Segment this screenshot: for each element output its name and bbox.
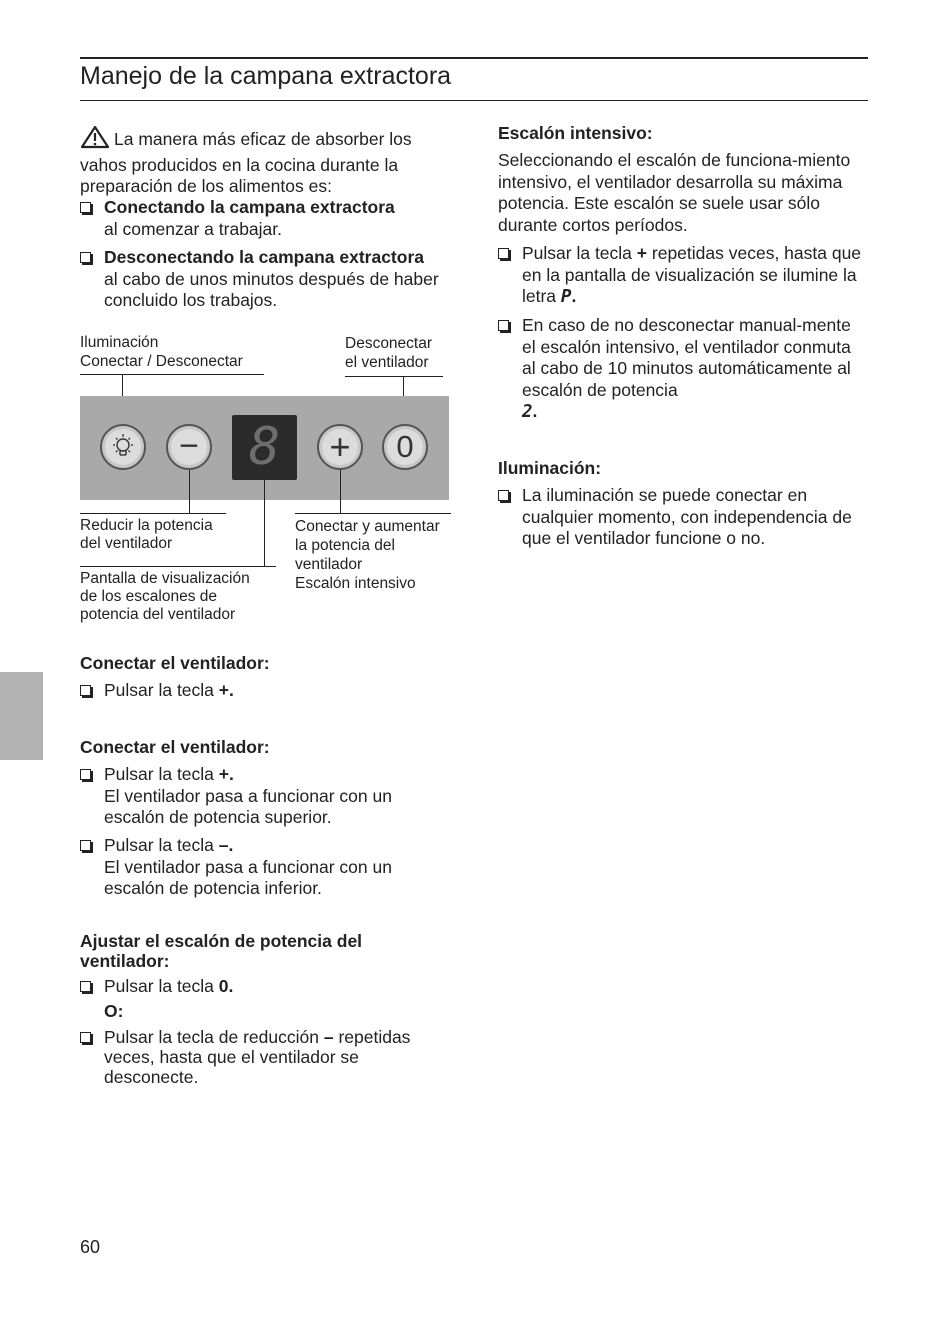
minus-button[interactable]: −	[166, 424, 212, 470]
list-item: Pulsar la tecla +.	[80, 680, 455, 702]
checkbox-bullet-icon	[80, 840, 91, 851]
paragraph: Seleccionando el escalón de funciona-miento intensivo, el ventilador desarrolla su máxima potencia. Este escalón se suele usar sólo durante cortos períodos.	[498, 150, 851, 235]
checkbox-bullet-icon	[80, 769, 91, 780]
light-button[interactable]	[100, 424, 146, 470]
section-heading: Conectar el ventilador:	[80, 653, 270, 673]
list-item: Pulsar la tecla + repetidas veces, hasta que en la pantalla de visualización se ilumine la letra P.	[498, 243, 863, 309]
label-minus: Reducir la potencia del ventilador	[80, 517, 213, 552]
list-item: Pulsar la tecla 0.	[80, 976, 455, 998]
leader-line	[264, 480, 265, 566]
section-heading: Escalón intensivo:	[498, 123, 653, 143]
checkbox-bullet-icon	[80, 685, 91, 696]
section-heading: Iluminación:	[498, 458, 602, 478]
off-button[interactable]: 0	[382, 424, 428, 470]
list-item: En caso de no desconectar manual-mente el escalón intensivo, el ventilador conmuta al cabo de 10 minutos automáticamente al escalón de potencia 2.	[498, 315, 868, 424]
leader-line	[80, 513, 226, 514]
intro-paragraph: La manera más eficaz de absorber los vahos producidos en la cocina durante la preparación de los alimentos es:	[80, 125, 450, 198]
checkbox-bullet-icon	[498, 248, 509, 259]
list-item: Pulsar la tecla –. El ventilador pasa a funcionar con un escalón de potencia inferior.	[80, 835, 440, 900]
section-heading: Ajustar el escalón de potencia del ventilador:	[80, 931, 363, 971]
list-item: Conectando la campana extractora al comenzar a trabajar.	[80, 197, 455, 240]
side-tab	[0, 672, 43, 760]
leader-line	[80, 566, 276, 567]
page-title: Manejo de la campana extractora	[80, 62, 452, 90]
list-item: La iluminación se puede conectar en cualquier momento, con independencia de que el ventilador funcione o no.	[498, 485, 863, 550]
or-label: O:	[104, 1001, 124, 1021]
label-display: Pantalla de visualización de los escalones de potencia del ventilador	[80, 570, 250, 623]
display-digit: 2	[522, 402, 533, 422]
checkbox-bullet-icon	[80, 1032, 91, 1043]
leader-line	[189, 470, 190, 513]
checkbox-bullet-icon	[498, 490, 509, 501]
label-light: Iluminación Conectar / Desconectar	[80, 334, 243, 370]
display-digit: 8	[248, 417, 281, 477]
warning-icon	[80, 125, 110, 155]
label-off: Desconectar el ventilador	[345, 335, 433, 371]
leader-line	[345, 376, 443, 377]
leader-line	[80, 374, 264, 375]
checkbox-bullet-icon	[80, 981, 91, 992]
list-item: Desconectando la campana extractora al cabo de unos minutos después de haber concluido los trabajos.	[80, 247, 460, 312]
plus-button[interactable]: +	[317, 424, 363, 470]
list-item: Pulsar la tecla de reducción – repetidas veces, hasta que el ventilador se desconecte.	[80, 1027, 445, 1087]
checkbox-bullet-icon	[498, 320, 509, 331]
display-letter: P	[560, 287, 572, 307]
list-item: Pulsar la tecla +. El ventilador pasa a funcionar con un escalón de potencia superior.	[80, 764, 440, 829]
leader-line	[340, 470, 341, 513]
section-heading: Conectar el ventilador:	[80, 737, 270, 757]
checkbox-bullet-icon	[80, 252, 91, 263]
title-underline	[80, 100, 868, 101]
page-number: 60	[80, 1237, 101, 1257]
checkbox-bullet-icon	[80, 202, 91, 213]
top-rule	[80, 57, 868, 59]
level-display	[232, 415, 297, 480]
label-plus: Conectar y aumentar la potencia del ventilador Escalón intensivo	[295, 518, 440, 592]
leader-line	[295, 513, 451, 514]
light-bulb-icon	[102, 426, 144, 468]
